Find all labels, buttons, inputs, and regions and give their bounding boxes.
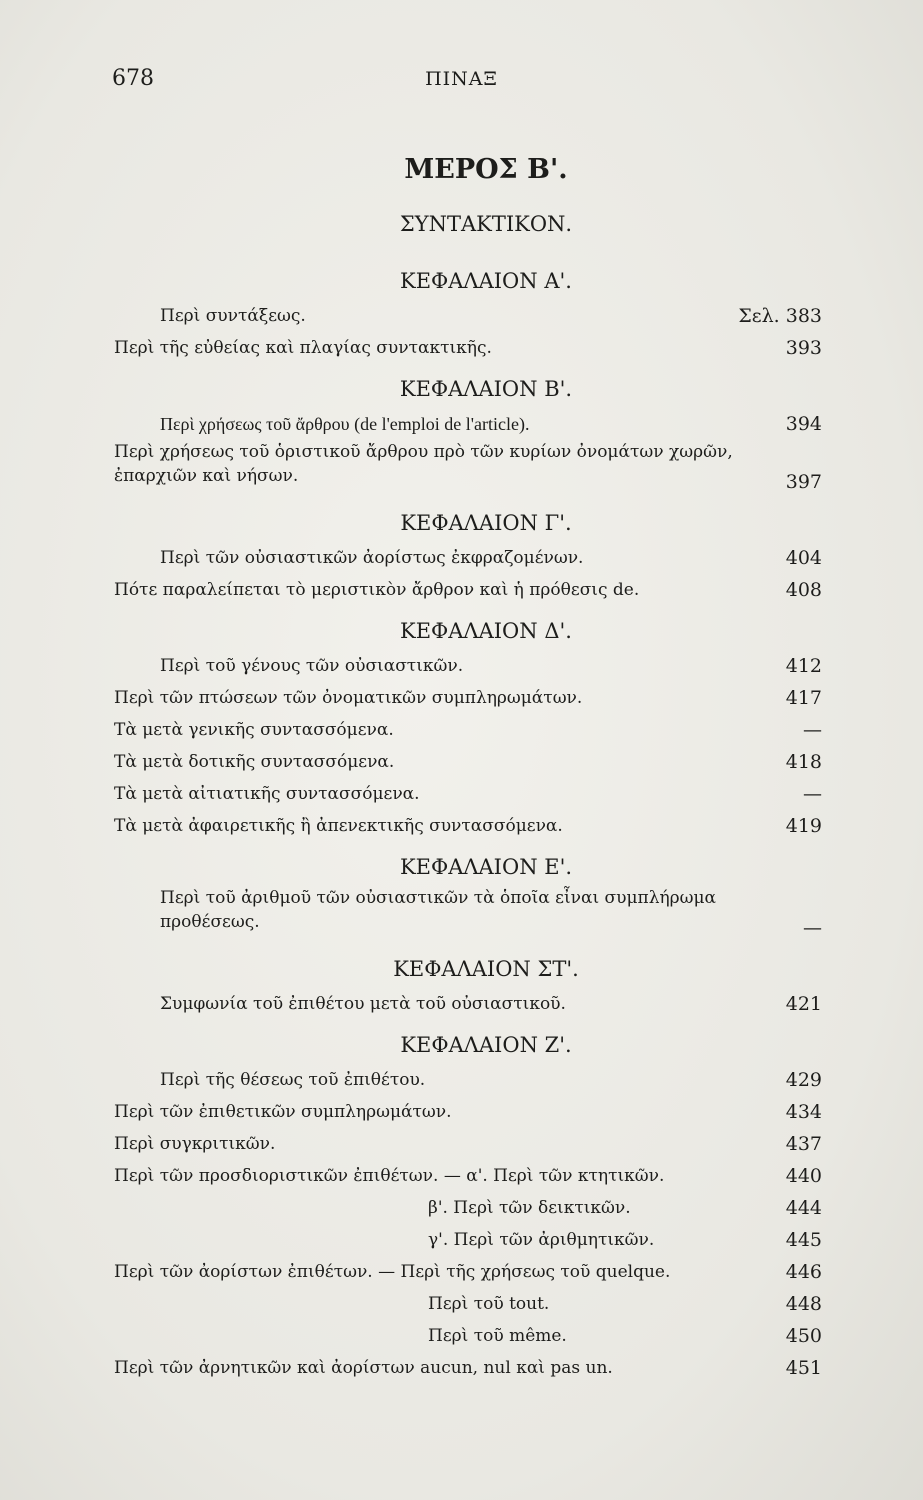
entry-page: — [803, 719, 822, 741]
entry-page: 450 [785, 1325, 822, 1347]
entry-page: 444 [785, 1197, 822, 1219]
entry-page: — [803, 917, 822, 939]
entry-page: 408 [785, 579, 822, 601]
entry-page: 421 [785, 993, 822, 1015]
entry-page: Σελ. 383 [738, 305, 822, 327]
part-title: ΜΕΡΟΣ Β'. [404, 154, 568, 185]
entry-page: 418 [785, 751, 822, 773]
chapter-heading: ΚΕΦΑΛΑΙΟΝ Γ'. [400, 511, 572, 535]
toc-entry [110, 1064, 822, 1096]
entry-page: 412 [785, 655, 822, 677]
entry-title: Περὶ τοῦ ἀριθμοῦ τῶν οὐσιαστικῶν τὰ ὁποῖα εἶναι συμπλήρωμα προθέσεως. [160, 888, 717, 932]
entry-page: 397 [785, 471, 822, 493]
entry-title: Περὶ τῆς θέσεως τοῦ ἐπιθέτου. [160, 1070, 426, 1090]
entry-title: Συμφωνία τοῦ ἐπιθέτου μετὰ τοῦ οὐσιαστικοῦ. [160, 994, 566, 1014]
toc-entry [110, 810, 822, 842]
toc-entry [110, 1320, 822, 1352]
entry-title: Περὶ τῆς εὐθείας καὶ πλαγίας συντακτικῆς. [114, 338, 492, 358]
entry-title: Περὶ τοῦ même. [428, 1326, 567, 1346]
page-number: 678 [112, 66, 154, 91]
entry-title: β'. Περὶ τῶν δεικτικῶν. [428, 1198, 631, 1218]
toc-entry [110, 1192, 822, 1224]
entry-page: 445 [785, 1229, 822, 1251]
chapter-heading: ΚΕΦΑΛΑΙΟΝ Ζ'. [400, 1033, 572, 1057]
entry-page: 440 [785, 1165, 822, 1187]
entry-page: 451 [785, 1357, 822, 1379]
entry-title: Τὰ μετὰ δοτικῆς συντασσόμενα. [114, 752, 395, 772]
toc-entry [110, 1256, 822, 1288]
entry-title: Περὶ τοῦ γένους τῶν οὐσιαστικῶν. [160, 656, 464, 676]
toc-entry [110, 440, 822, 498]
entry-title: Περὶ χρήσεως τοῦ ὁριστικοῦ ἄρθρου πρὸ τῶν κυρίων ὀνομάτων χωρῶν, ἐπαρχιῶν καὶ νήσων. [114, 442, 733, 486]
toc-entry [110, 574, 822, 606]
page-header [0, 66, 923, 96]
toc-entry [110, 714, 822, 746]
entry-title: Περὶ τῶν ἀορίστων ἐπιθέτων. — Περὶ τῆς χρήσεως τοῦ quelque. [114, 1262, 671, 1282]
entry-page: 429 [785, 1069, 822, 1091]
toc-entry [110, 1224, 822, 1256]
toc-entry [110, 300, 822, 332]
entry-page: — [803, 783, 822, 805]
running-title: ΠΙΝΑΞ [425, 68, 498, 90]
entry-page: 393 [785, 337, 822, 359]
entry-title: γ'. Περὶ τῶν ἀριθμητικῶν. [428, 1230, 655, 1250]
toc-entry [110, 542, 822, 574]
chapter-heading: ΚΕΦΑΛΑΙΟΝ Ε'. [399, 855, 573, 879]
toc-entry [110, 1128, 822, 1160]
entry-title: Περὶ τῶν οὐσιαστικῶν ἀορίστως ἐκφραζομένων. [160, 548, 584, 568]
entry-page: 417 [785, 687, 822, 709]
entry-page: 446 [785, 1261, 822, 1283]
toc-entry [110, 1352, 822, 1384]
toc-entry [110, 746, 822, 778]
entry-title: Περὶ συντάξεως. [160, 306, 306, 326]
entry-title: Περὶ τῶν προσδιοριστικῶν ἐπιθέτων. — α'. Περὶ τῶν κτητικῶν. [114, 1166, 665, 1186]
toc-entry [110, 650, 822, 682]
chapter-heading: ΚΕΦΑΛΑΙΟΝ ΣΤ'. [393, 957, 579, 981]
entry-title: Περὶ συγκριτικῶν. [114, 1134, 276, 1154]
toc-entry [110, 886, 822, 944]
entry-page: 404 [785, 547, 822, 569]
entry-title: Τὰ μετὰ αἰτιατικῆς συντασσόμενα. [114, 784, 420, 804]
chapter-heading: ΚΕΦΑΛΑΙΟΝ Β'. [399, 377, 573, 401]
entry-title: Περὶ τῶν ἐπιθετικῶν συμπληρωμάτων. [114, 1102, 452, 1122]
entry-page: 437 [785, 1133, 822, 1155]
chapter-heading: ΚΕΦΑΛΑΙΟΝ Α'. [400, 269, 572, 293]
toc-entry [110, 1288, 822, 1320]
toc-entry [110, 988, 822, 1020]
entry-title: Τὰ μετὰ γενικῆς συντασσόμενα. [114, 720, 394, 740]
entry-page: 419 [785, 815, 822, 837]
part-subtitle: ΣΥΝΤΑΚΤΙΚΟΝ. [399, 212, 573, 236]
toc-entry [110, 778, 822, 810]
table-of-contents [110, 148, 822, 1384]
entry-title: Πότε παραλείπεται τὸ μεριστικὸν ἄρθρον καὶ ἡ πρόθεσις de. [114, 580, 640, 600]
toc-entry [110, 1160, 822, 1192]
entry-title: Περὶ χρήσεως τοῦ ἄρθρου (de l'emploi de l'article). [160, 414, 530, 434]
entry-page: 394 [785, 413, 822, 435]
toc-entry [110, 682, 822, 714]
entry-page: 434 [785, 1101, 822, 1123]
toc-entry [110, 408, 822, 440]
entry-page: 448 [785, 1293, 822, 1315]
chapter-heading: ΚΕΦΑΛΑΙΟΝ Δ'. [400, 619, 572, 643]
entry-title: Περὶ τῶν πτώσεων τῶν ὀνοματικῶν συμπληρωμάτων. [114, 688, 583, 708]
entry-title: Περὶ τοῦ tout. [428, 1294, 550, 1314]
entry-title: Περὶ τῶν ἀρνητικῶν καὶ ἀορίστων aucun, nul καὶ pas un. [114, 1358, 613, 1378]
toc-entry [110, 332, 822, 364]
entry-title: Τὰ μετὰ ἀφαιρετικῆς ἢ ἀπενεκτικῆς συντασσόμενα. [114, 816, 563, 836]
toc-entry [110, 1096, 822, 1128]
